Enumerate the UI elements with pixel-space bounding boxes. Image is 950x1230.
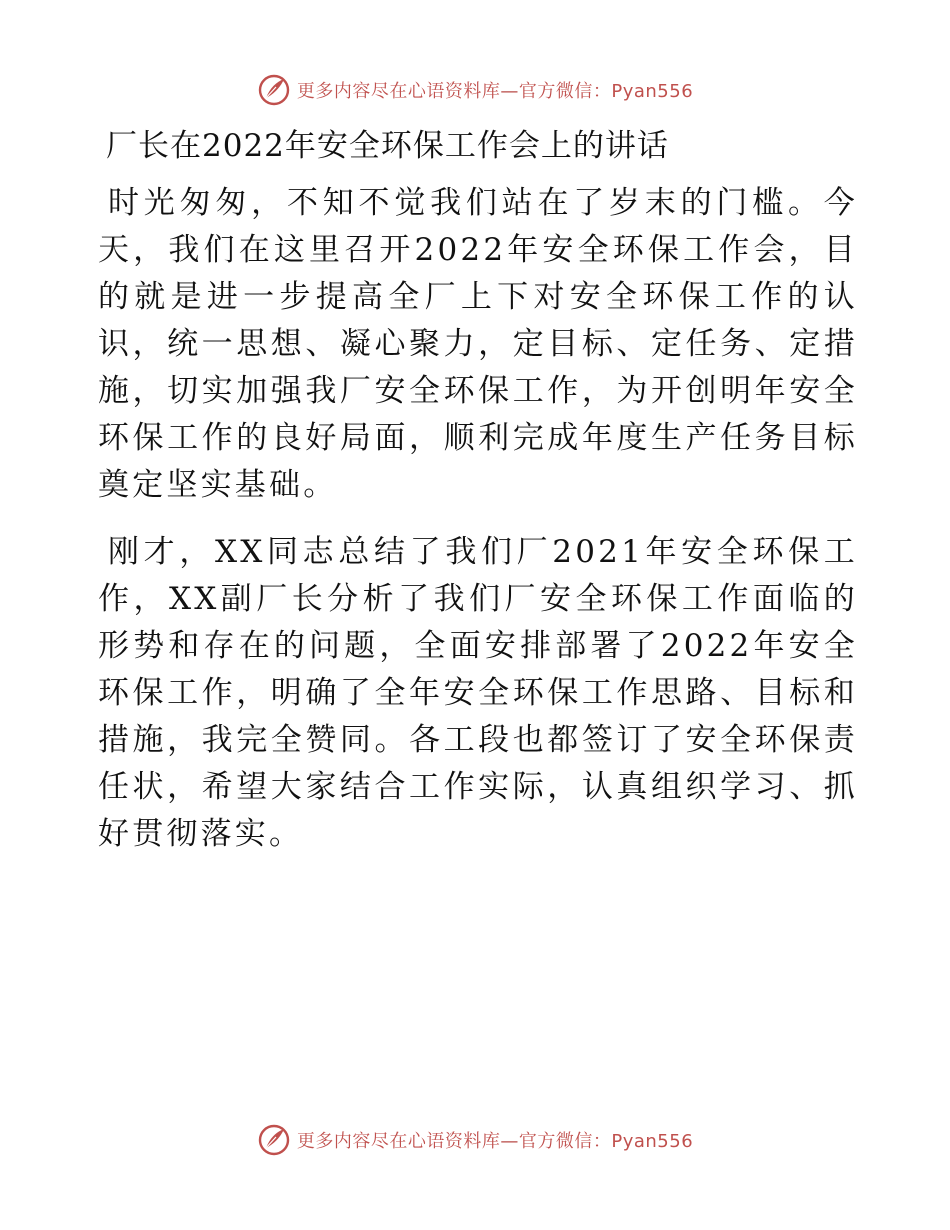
header-watermark: [0, 70, 950, 110]
document-body: [98, 120, 858, 878]
paragraph-1: 时光匆匆，不知不觉我们站在了岁末的门槛。今天，我们在这里召开2022年安全环保工作会，目的就是进一步提高全厂上下对安全环保工作的认识，统一思想、凝心聚力，定目标、定任务、定措施，切实加强我厂安全环保工作，为开创明年安全环保工作的良好局面，顺利完成年度生产任务目标奠定坚实基础。: [98, 185, 858, 503]
document-title: 厂长在2022年安全环保工作会上的讲话: [106, 128, 669, 164]
quill-logo-icon: [257, 73, 291, 107]
watermark-separator: —: [500, 1131, 519, 1152]
paragraph-2: 刚才，XX同志总结了我们厂2021年安全环保工作，XX副厂长分析了我们厂安全环保工作面临的形势和存在的问题，全面安排部署了2022年安全环保工作，明确了全年安全环保工作思路、目标和措施，我完全赞同。各工段也都签订了安全环保责任状，希望大家结合工作实际，认真组织学习、抓好贯彻落实。: [98, 534, 858, 852]
watermark-wechat-id: Pyan556: [611, 1131, 694, 1152]
watermark-slogan: 更多内容尽在心语资料库: [296, 1131, 501, 1152]
watermark-wechat-label: 官方微信：: [518, 1131, 612, 1152]
watermark-text: [297, 77, 693, 103]
quill-logo-icon: [257, 1123, 291, 1157]
footer-watermark: [0, 1120, 950, 1160]
watermark-wechat-id: Pyan556: [611, 81, 694, 102]
watermark-slogan: 更多内容尽在心语资料库: [296, 81, 501, 102]
watermark-separator: —: [500, 81, 519, 102]
watermark-wechat-label: 官方微信：: [518, 81, 612, 102]
watermark-text: [297, 1127, 693, 1153]
